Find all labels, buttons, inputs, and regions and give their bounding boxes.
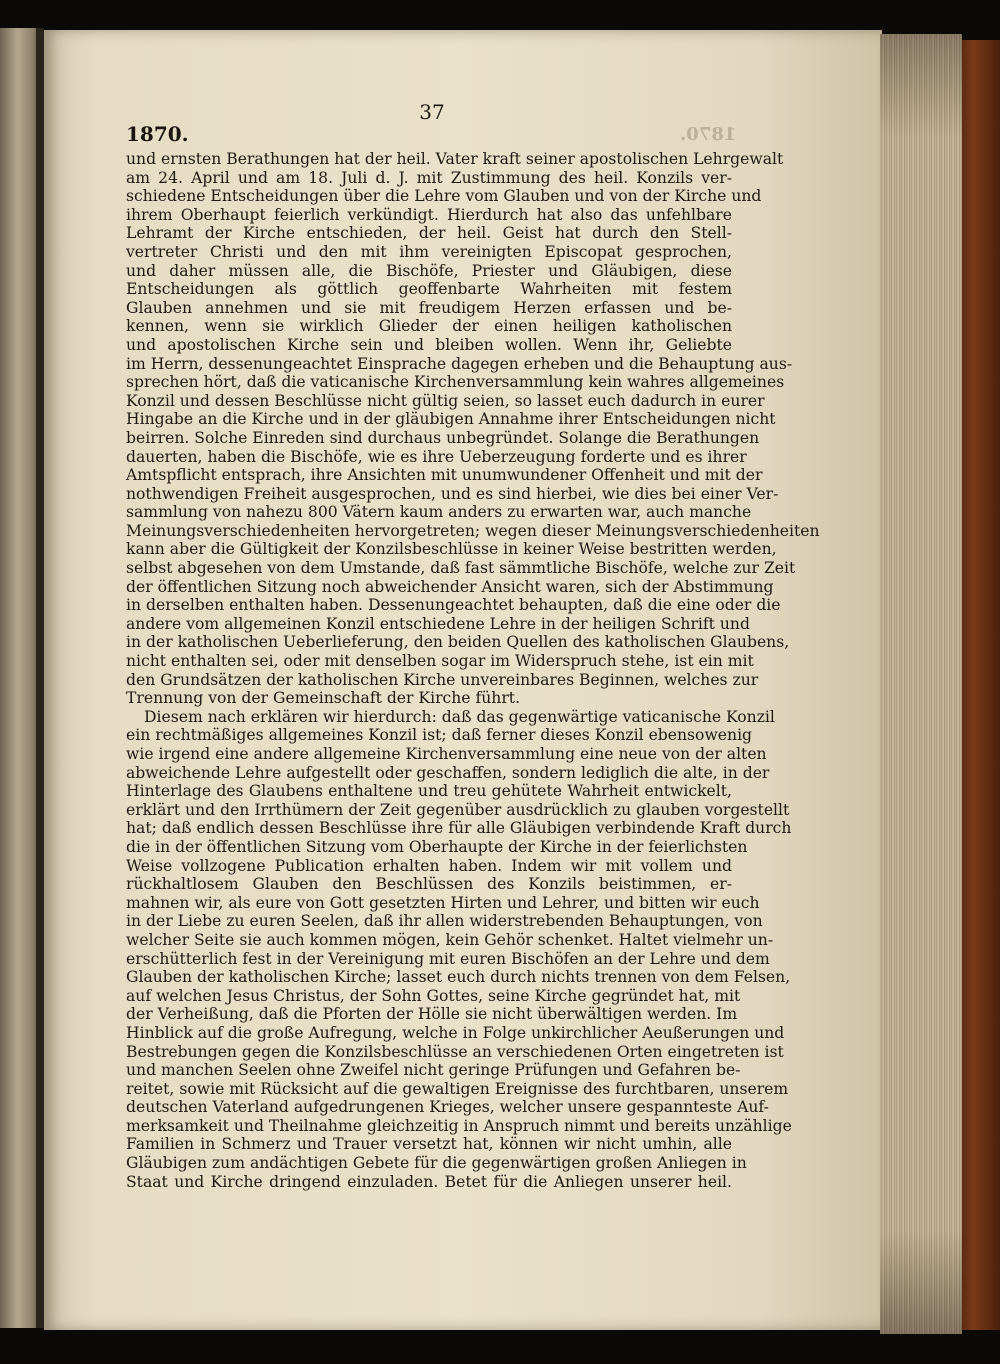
text-line: Konzil und dessen Beschlüsse nicht gültig seien, so lasset euch dadurch in eurer xyxy=(126,391,765,410)
text-line: in der katholischen Ueberlieferung, den beiden Quellen des katholischen Glaubens, xyxy=(126,633,790,652)
text-line: am 24. April und am 18. Juli d. J. mit Zustimmung des heil. Konzils ver- xyxy=(126,168,732,187)
text-line: reitet, sowie mit Rücksicht auf die gewaltigen Ereignisse des furchtbaren, unserem xyxy=(126,1079,789,1098)
text-line: sprechen hört, daß die vaticanische Kirchenversammlung kein wahres allgemeines xyxy=(126,373,785,392)
text-line: im Herrn, dessenungeachtet Einsprache dagegen erheben und die Behauptung aus- xyxy=(126,354,793,373)
text-line: Amtspflicht entsprach, ihre Ansichten mit unumwundener Offenheit und mit der xyxy=(126,466,763,485)
text-line: Trennung von der Gemeinschaft der Kirche führt. xyxy=(126,689,521,708)
text-line: und daher müssen alle, die Bischöfe, Priester und Gläubigen, diese xyxy=(126,261,732,280)
text-line: nothwendigen Freiheit ausgesprochen, und es sind hierbei, wie dies bei einer Ver- xyxy=(126,484,779,503)
text-line: und manchen Seelen ohne Zweifel nicht geringe Prüfungen und Gefahren be- xyxy=(126,1061,741,1080)
bleed-through-text: 1870. xyxy=(680,124,737,145)
text-line: kennen, wenn sie wirklich Glieder der einen heiligen katholischen xyxy=(126,317,732,336)
text-line: und apostolischen Kirche sein und bleiben wollen. Wenn ihr, Geliebte xyxy=(126,335,732,354)
text-line: Hinterlage des Glaubens enthaltene und treu gehütete Wahrheit entwickelt, xyxy=(126,782,732,801)
text-line: Staat und Kirche dringend einzuladen. Betet für die Anliegen unserer heil. xyxy=(126,1172,732,1191)
text-line: Hingabe an die Kirche und in der gläubigen Annahme ihrer Entscheidungen nicht xyxy=(126,410,776,429)
book-gutter xyxy=(36,28,44,1328)
text-line: den Grundsätzen der katholischen Kirche unvereinbares Beginnen, welches zur xyxy=(126,670,759,689)
text-line: hat; daß endlich dessen Beschlüsse ihre für alle Gläubigen verbindende Kraft durch xyxy=(126,819,792,838)
text-line: Diesem nach erklären wir hierdurch: daß das gegenwärtige vaticanische Konzil xyxy=(144,707,775,726)
text-line: kann aber die Gültigkeit der Konzilsbeschlüsse in keiner Weise bestritten werden, xyxy=(126,540,777,559)
text-line: Weise vollzogene Publication erhalten haben. Indem wir mit vollem und xyxy=(126,856,732,875)
text-line: dauerten, haben die Bischöfe, wie es ihre Ueberzeugung forderte und es ihrer xyxy=(126,447,747,466)
text-line: Lehramt der Kirche entschieden, der heil. Geist hat durch den Stell- xyxy=(126,224,732,243)
text-line: beirren. Solche Einreden sind durchaus unbegründet. Solange die Berathungen xyxy=(126,428,760,447)
text-line: Meinungsverschiedenheiten hervorgetreten; wegen dieser Meinungsverschiedenheiten xyxy=(126,521,820,540)
text-line: welcher Seite sie auch kommen mögen, kein Gehör schenket. Haltet vielmehr un- xyxy=(126,930,774,949)
running-head-year: 1870. xyxy=(126,122,189,146)
text-line: in derselben enthalten haben. Dessenungeachtet behaupten, daß die eine oder die xyxy=(126,596,781,615)
body-text xyxy=(126,150,820,1191)
text-line: Entscheidungen als göttlich geoffenbarte Wahrheiten mit festem xyxy=(126,280,732,299)
text-line: wie irgend eine andere allgemeine Kirchenversammlung eine neue von der alten xyxy=(126,745,767,763)
text-line: rückhaltlosem Glauben den Beschlüssen des Konzils beistimmen, er- xyxy=(126,875,732,894)
text-line: die in der öffentlichen Sitzung vom Oberhaupte der Kirche in der feierlichsten xyxy=(126,837,748,856)
text-line: Familien in Schmerz und Trauer versetzt hat, können wir nicht umhin, alle xyxy=(126,1135,732,1154)
book-binding xyxy=(962,40,1000,1330)
text-line: Glauben annehmen und sie mit freudigem Herzen erfassen und be- xyxy=(126,298,732,317)
text-line: selbst abgesehen von dem Umstande, daß fast sämmtliche Bischöfe, welche zur Zeit xyxy=(126,559,796,578)
text-line: deutschen Vaterland aufgedrungenen Krieges, welcher unsere gespannteste Auf- xyxy=(126,1098,769,1117)
text-line: ein rechtmäßiges allgemeines Konzil ist; daß ferner dieses Konzil ebensowenig xyxy=(126,726,753,745)
text-line: Hinblick auf die große Aufregung, welche in Folge unkirchlicher Aeußerungen und xyxy=(126,1023,785,1042)
text-line: in der Liebe zu euren Seelen, daß ihr allen widerstrebenden Behauptungen, von xyxy=(126,912,763,931)
text-line: mahnen wir, als eure von Gott gesetzten Hirten und Lehrer, und bitten wir euch xyxy=(126,893,760,912)
text-line: der Verheißung, daß die Pforten der Hölle sie nicht überwältigen werden. Im xyxy=(126,1005,738,1024)
text-line: und ernsten Berathungen hat der heil. Vater kraft seiner apostolischen Lehrgewalt xyxy=(126,150,784,168)
text-line: erschütterlich fest in der Vereinigung mit euren Bischöfen an der Lehre und dem xyxy=(126,949,770,968)
page-stack-shadow xyxy=(880,34,962,1334)
text-line: Bestrebungen gegen die Konzilsbeschlüsse an verschiedenen Orten eingetreten ist xyxy=(126,1042,784,1061)
text-line: auf welchen Jesus Christus, der Sohn Gottes, seine Kirche gegründet hat, mit xyxy=(126,986,741,1005)
text-line: schiedene Entscheidungen über die Lehre vom Glauben und von der Kirche und xyxy=(126,187,762,206)
text-line: andere vom allgemeinen Konzil entschiedene Lehre in der heiligen Schrift und xyxy=(126,614,750,633)
text-line: erklärt und den Irrthümern der Zeit gegenüber ausdrücklich zu glauben vorgestellt xyxy=(126,800,790,819)
text-line: der öffentlichen Sitzung noch abweichender Ansicht waren, sich der Abstimmung xyxy=(126,577,774,596)
text-line: merksamkeit und Theilnahme gleichzeitig in Anspruch nimmt und bereits unzählige xyxy=(126,1116,792,1135)
text-line: vertreter Christi und den mit ihm vereinigten Episcopat gesprochen, xyxy=(126,242,732,261)
text-line: ihrem Oberhaupt feierlich verkündigt. Hierdurch hat also das unfehlbare xyxy=(126,205,732,224)
text-line: Gläubigen zum andächtigen Gebete für die gegenwärtigen großen Anliegen in xyxy=(126,1154,747,1173)
text-line: abweichende Lehre aufgestellt oder geschaffen, sondern lediglich die alte, in der xyxy=(126,763,770,782)
text-line: sammlung von nahezu 800 Vätern kaum anders zu erwarten war, auch manche xyxy=(126,503,752,522)
text-line: nicht enthalten sei, oder mit denselben sogar im Widerspruch stehe, ist ein mit xyxy=(126,652,754,671)
text-line: Glauben der katholischen Kirche; lasset euch durch nichts trennen von dem Felsen, xyxy=(126,968,791,987)
page-number: 37 xyxy=(419,100,445,124)
